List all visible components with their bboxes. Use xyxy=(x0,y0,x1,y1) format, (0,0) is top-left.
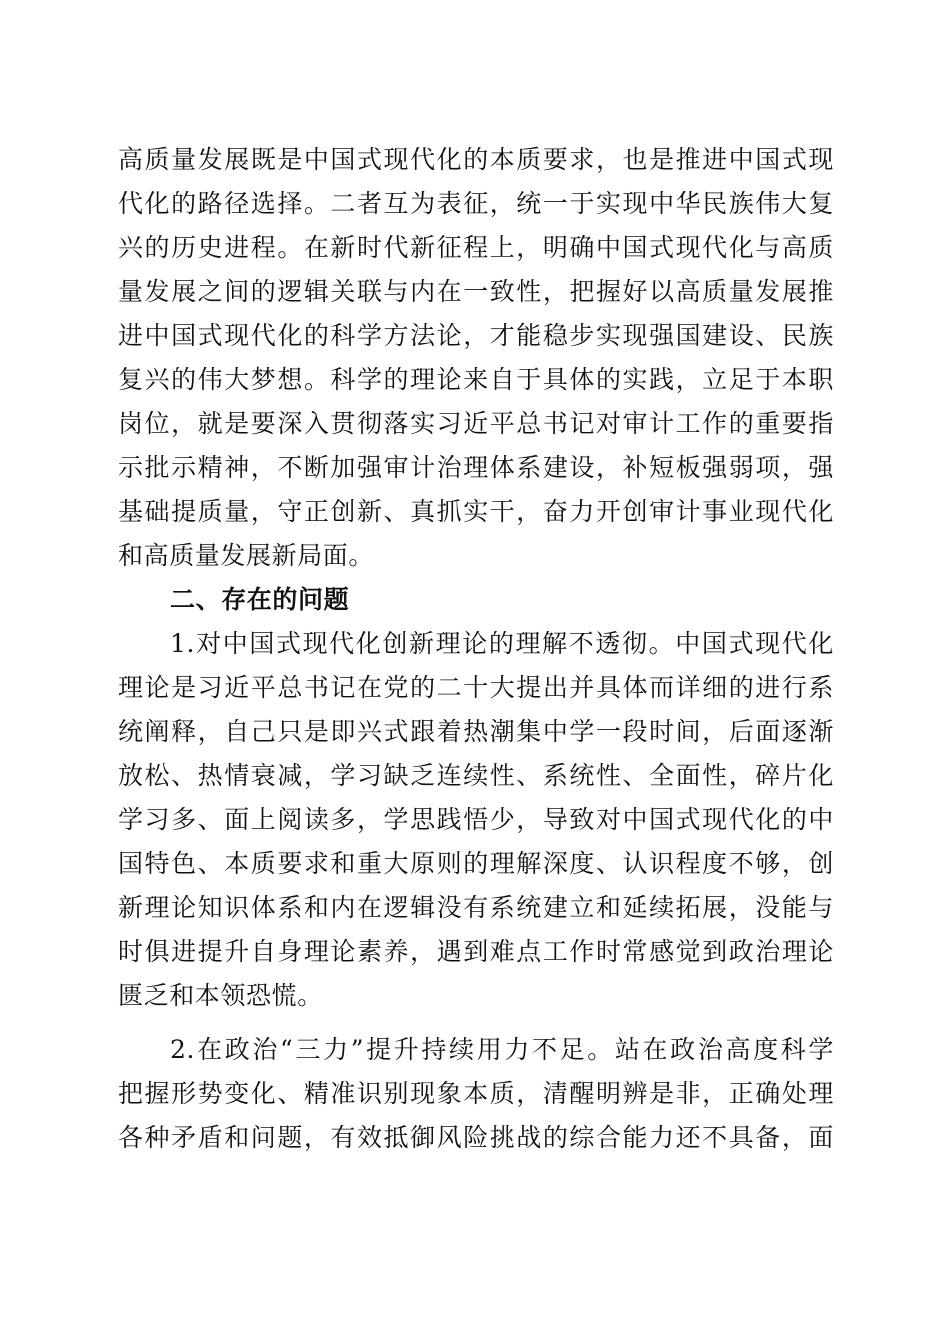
paragraph-issue-2 xyxy=(118,1028,834,1160)
paragraph-line: 和高质量发展新局面。 xyxy=(118,541,375,570)
paragraph-line: 高质量发展既是中国式现代化的本质要求，也是推进中国式现 xyxy=(118,145,834,174)
paragraph-line: 基础提质量，守正创新、真抓实干，奋力开创审计事业现代化 xyxy=(118,497,834,526)
paragraph-line: 把握形势变化、精准识别现象本质，清醒明辨是非，正确处理 xyxy=(118,1079,834,1108)
paragraph-line: 理论是习近平总书记在党的二十大提出并具体而详细的进行系 xyxy=(118,673,834,702)
paragraph-high-quality-development xyxy=(118,138,834,578)
paragraph-line: 量发展之间的逻辑关联与内在一致性，把握好以高质量发展推 xyxy=(118,277,834,306)
paragraph-line: 代化的路径选择。二者互为表征，统一于实现中华民族伟大复 xyxy=(118,189,834,218)
paragraph-line: 复兴的伟大梦想。科学的理论来自于具体的实践，立足于本职 xyxy=(118,365,834,394)
paragraph-line: 示批示精神，不断加强审计治理体系建设，补短板强弱项，强 xyxy=(118,453,834,482)
paragraph-line: 进中国式现代化的科学方法论，才能稳步实现强国建设、民族 xyxy=(118,321,834,350)
paragraph-spacer xyxy=(118,1018,834,1028)
paragraph-issue-1 xyxy=(118,622,834,1018)
paragraph-line: 岗位，就是要深入贯彻落实习近平总书记对审计工作的重要指 xyxy=(118,409,834,438)
paragraph-line: 各种矛盾和问题，有效抵御风险挑战的综合能力还不具备，面 xyxy=(118,1123,834,1152)
paragraph-line: 学习多、面上阅读多，学思践悟少，导致对中国式现代化的中 xyxy=(118,805,834,834)
paragraph-line: 时俱进提升自身理论素养，遇到难点工作时常感觉到政治理论 xyxy=(118,937,834,966)
paragraph-line: 放松、热情衰减，学习缺乏连续性、系统性、全面性，碎片化 xyxy=(118,761,834,790)
paragraph-line: 匮乏和本领恐慌。 xyxy=(118,981,323,1010)
paragraph-line: 新理论知识体系和内在逻辑没有系统建立和延续拓展，没能与 xyxy=(118,893,834,922)
paragraph-line: 国特色、本质要求和重大原则的理解深度、认识程度不够，创 xyxy=(118,849,834,878)
paragraph-line: 兴的历史进程。在新时代新征程上，明确中国式现代化与高质 xyxy=(118,233,834,262)
paragraph-line: 2.在政治“三力”提升持续用力不足。站在政治高度科学 xyxy=(170,1035,834,1064)
section-heading: 二、存在的问题 xyxy=(170,585,350,614)
document-body xyxy=(118,138,834,1160)
paragraph-line: 统阐释，自己只是即兴式跟着热潮集中学一段时间，后面逐渐 xyxy=(118,717,834,746)
paragraph-line: 1.对中国式现代化创新理论的理解不透彻。中国式现代化 xyxy=(170,629,834,658)
